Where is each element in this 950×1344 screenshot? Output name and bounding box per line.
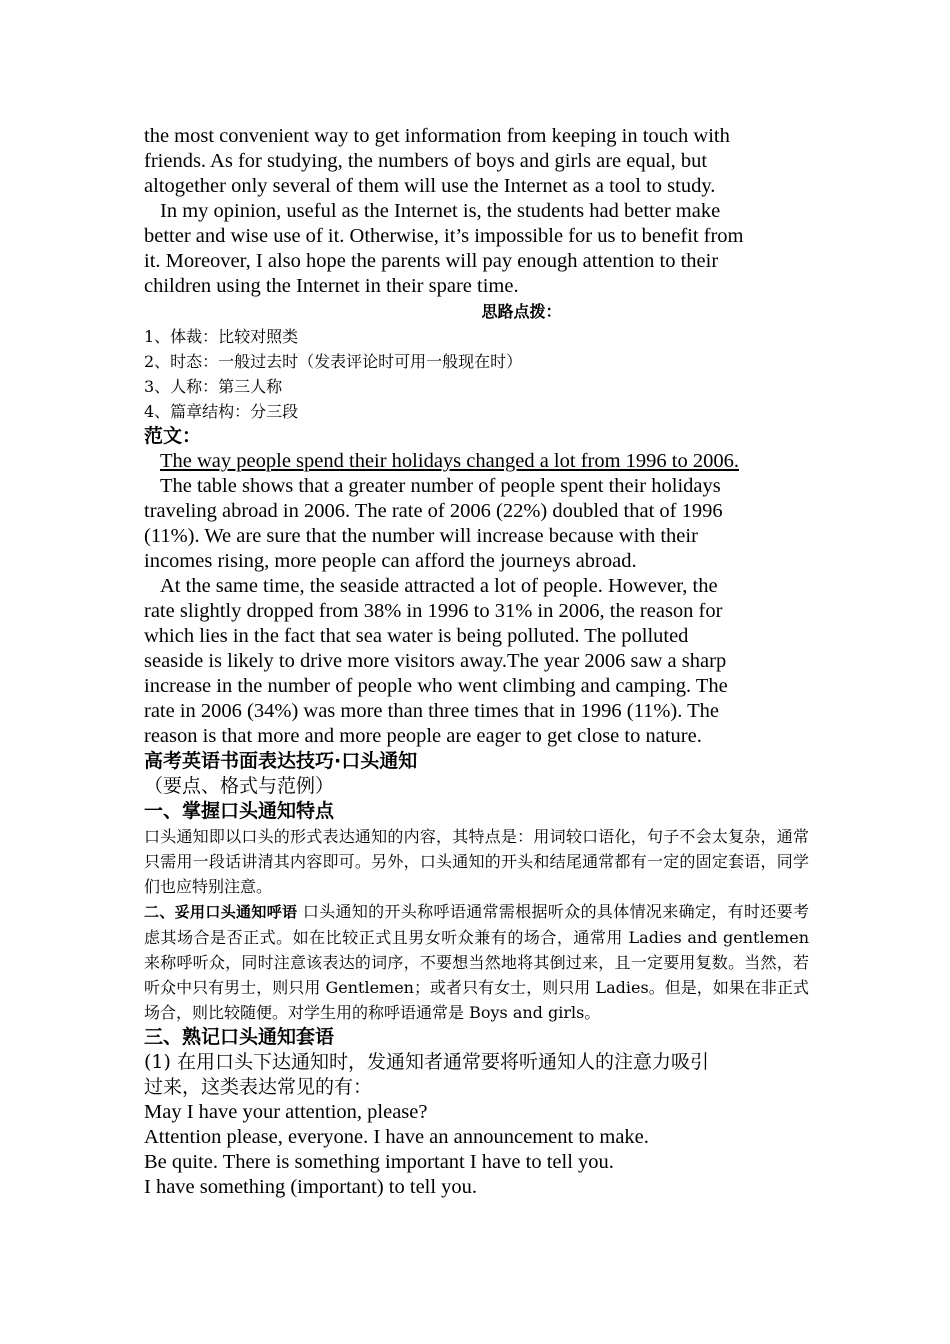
sample-topic-line	[144, 449, 809, 474]
sample-heading: 范文：	[144, 425, 202, 447]
phrase-line: I have something (important) to tell you.	[144, 1176, 478, 1198]
sample-line: seaside is likely to drive more visitors away.The year 2006 saw a sharp	[144, 650, 727, 672]
essay-line: it. Moreover, I also hope the parents will pay enough attention to their	[144, 250, 719, 272]
notice-title: 高考英语书面表达技巧·口头通知	[144, 750, 418, 772]
sample-topic-text: The way people spend their holidays changed a lot from 1996 to 2006.	[160, 450, 739, 472]
sample-line: traveling abroad in 2006. The rate of 2006 (22%) doubled that of 1996	[144, 500, 723, 522]
essay-line: In my opinion, useful as the Internet is, the students had better make	[160, 200, 721, 222]
tips-heading: 思路点拨：	[481, 302, 562, 321]
tips-item: 3、人称：第三人称	[144, 377, 283, 396]
sample-line: At the same time, the seaside attracted a lot of people. However, the	[160, 575, 718, 597]
essay-line: friends. As for studying, the numbers of boys and girls are equal, but	[144, 150, 708, 172]
section3-intro: 过来，这类表达常见的有：	[144, 1076, 373, 1098]
notice-subtitle: （要点、格式与范例）	[144, 775, 335, 797]
tips-item: 2、时态：一般过去时（发表评论时可用一般现在时）	[144, 352, 523, 371]
section1-title: 一、掌握口头通知特点	[144, 800, 335, 822]
essay-line: the most convenient way to get information from keeping in touch with	[144, 125, 730, 147]
section2-body: 口头通知的开头称呼语通常需根据听众的具体情况来确定，有时还要考虑其场合是否正式。如在比较正式且男女听众兼有的场合，通常用 Ladies and gentlemen 来称呼听众，同时注意该表达的词序，不要想当然地将其倒过来，且一定要用复数。当然，若听众中只有男士，则只用 Gentlemen；或者只有女士，则只用 Ladies。但是，如果在非正式场合，则比较随便。对学生用的称呼语通常是 Boys and girls。	[144, 902, 809, 1022]
phrase-line: May I have your attention, please?	[144, 1101, 428, 1123]
essay-line: children using the Internet in their spare time.	[144, 275, 519, 297]
sample-line: The table shows that a greater number of people spent their holidays	[160, 475, 721, 497]
document-page	[144, 124, 809, 1200]
section1-body: 口头通知即以口头的形式表达通知的内容，其特点是：用词较口语化，句子不会太复杂，通常只需用一段话讲清其内容即可。另外，口头通知的开头和结尾通常都有一定的固定套语，同学们也应特别注意。	[144, 827, 809, 896]
tips-item: 4、篇章结构：分三段	[144, 402, 299, 421]
sample-line: incomes rising, more people can afford the journeys abroad.	[144, 550, 637, 572]
essay-line: better and wise use of it. Otherwise, it’s impossible for us to benefit from	[144, 225, 744, 247]
tips-item: 1、体裁：比较对照类	[144, 327, 299, 346]
sample-line: reason is that more and more people are eager to get close to nature.	[144, 725, 702, 747]
section2-title: 二、妥用口头通知呼语	[144, 903, 298, 921]
sample-line: increase in the number of people who went climbing and camping. The	[144, 675, 728, 697]
phrase-line: Be quite. There is something important I have to tell you.	[144, 1151, 614, 1173]
section3-intro: (1) 在用口头下达通知时，发通知者通常要将听通知人的注意力吸引	[144, 1051, 709, 1073]
section2-paragraph	[144, 899, 809, 1025]
sample-line: which lies in the fact that sea water is being polluted. The polluted	[144, 625, 689, 647]
phrase-line: Attention please, everyone. I have an announcement to make.	[144, 1126, 649, 1148]
sample-line: rate in 2006 (34%) was more than three times that in 1996 (11%). The	[144, 700, 719, 722]
section3-title: 三、熟记口头通知套语	[144, 1026, 335, 1048]
sample-line: rate slightly dropped from 38% in 1996 to 31% in 2006, the reason for	[144, 600, 723, 622]
essay-line: altogether only several of them will use the Internet as a tool to study.	[144, 175, 716, 197]
sample-line: (11%). We are sure that the number will increase because with their	[144, 525, 698, 547]
